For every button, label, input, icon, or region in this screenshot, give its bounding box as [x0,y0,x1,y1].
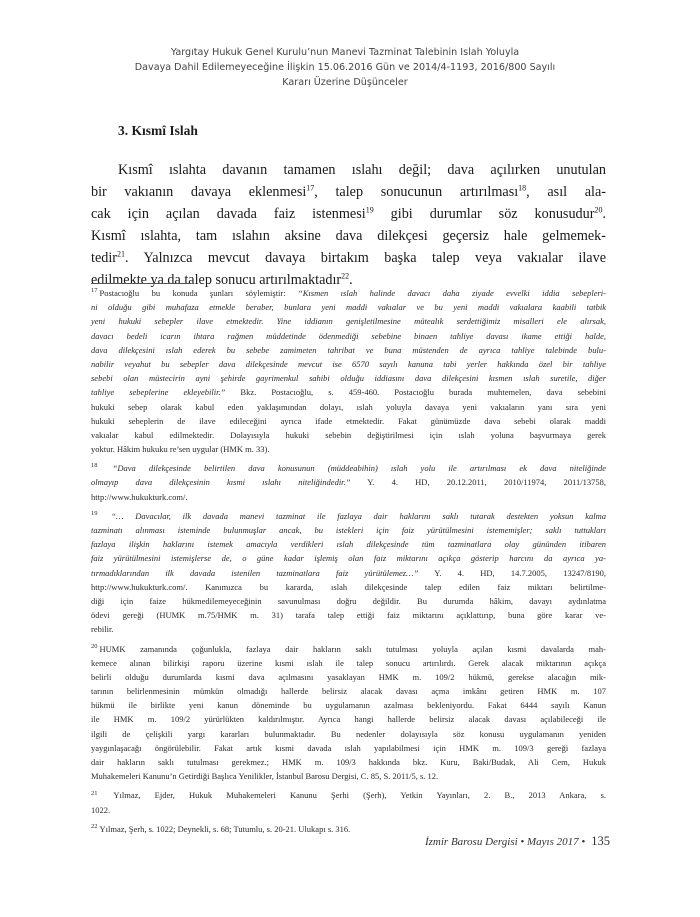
footnote-line: nabilir veyahut bu sebepler dava dilekçesinde mevcut ise 6570 sayılı kanuna tabi yerler hakkında özel bir tahliye [91,358,606,369]
footnote-ref[interactable]: 22 [341,271,350,281]
footnote-line [91,509,606,523]
body-line [91,225,606,247]
footnote-line: tazminatı alınması isteminde bulunmuşlar ancak, bu istekleri için faiz yürütülmesini istememişler; saklı tuttukları [91,525,606,535]
body-line [91,247,606,269]
footnote-number: 21 [91,789,98,797]
footnote-line: ni olduğu gibi muhafaza etmekle beraber, bunlara yeni maddi vakıalar ve bu yeni maddi vakıalara kaabili tatbik [91,302,606,313]
footnote-line [91,475,606,489]
footnote-number: 20 [91,642,98,650]
text-run: . [349,272,353,288]
footnote-number: 19 [91,509,98,517]
footnote-line: belirli olduğu durumlarda kısmi dava açılmasını yasaklayan HMK m. 109/2 hükmü, gerekse alacağın mik- [91,671,606,682]
footnote-line: yoktur. Hâkim hukuku re’sen uygular (HMK m. 33). [91,444,270,455]
footnote-line: faiz yürütülmesini istemişlerse de, o güne kadar işlemiş olan faiz miktarını açıkça gösterip harcını da ayrıca ya- [91,553,606,564]
body-paragraph [91,159,606,291]
footnote-line: tarının belirlenmesinin mümkün olmadığı hallerde belirsiz alacak davası açma imkânı getiren HMK m. 107 [91,686,606,697]
footnote-21 [91,788,606,816]
footnote-line [91,788,606,802]
quote-run: olmayıp dava dilekçesinin kısmi ıslahı niteliğindedir.” [91,477,351,488]
footnote-ref[interactable]: 18 [518,183,527,193]
footnote-line: http://www.hukukturk.com/. Kanımızca bu kararda, ıslah dilekçesinde talep edilen faiz miktarı belirtilme- [91,581,606,592]
text-run: , talep sonucunun artırılması [314,184,519,200]
footnote-ref[interactable]: 19 [365,205,374,215]
text-run: Yılmaz, Ejder, Hukuk Muhakemeleri Kanunu Şerhi (Şerh), Yetkin Yayınları, 2. B., 2013 Ankara, s. [113,790,606,801]
footnote-line: kemece alınan bilirkişi raporu üzerine kısmi ıslah ile talep sonucu artırılırdı. Gerek alacak miktarının açıkça [91,657,606,668]
text-run: Bkz. Postacıoğlu, s. 459-460. Postacıoğlu burada muhtemelen, dava sebebini [225,387,606,398]
footnote-17 [91,286,606,456]
body-line [91,181,606,203]
text-run: Y. 4. HD, 20.12.2011, 2010/11974, 2011/13758, [350,477,606,488]
footnote-number: 18 [91,462,98,470]
text-run: gibi durumlar söz konusudur [373,206,595,222]
footnote-line: hükmü ile birlikte yeni kanun döneminde bu uygulamanın azalması bekleniyordu. Fakat 6444 sayılı Kanun [91,700,606,711]
footnote-18 [91,461,606,504]
footnote-line: vakıalar kabul edilmektedir. Dolayısıyla hukuki sebebin değiştirilmesi için ıslah yoluna başvurmaya gerek [91,429,606,440]
section-title: 3. Kısmî Islah [118,123,198,138]
running-head [90,45,600,90]
footnote-line: yeni hukuki sebepler ilave etmektedir. Yine iddianın genişletilmesine mütealık serdettiğimiz misalleri ele alırsak, [91,316,606,327]
text-run: Y. 4. HD, 14.7.2005, 13247/8190, [418,567,607,578]
footnote-20 [91,642,606,784]
footnote-ref[interactable]: 21 [117,249,125,259]
footnote-line: rebilir. [91,624,114,635]
quote-run: “Dava dilekçesinde belirtilen dava konusunun (müddeabihin) ıslah yolu ile artırılması ek dava niteliğinde [112,463,606,474]
text-run: bir vakıanın davaya eklenmesi [91,184,307,200]
footnote-ref[interactable]: 20 [594,205,603,215]
footnote-line: diği için faize hükmedilemeyeceğinin savunulması doğru değildir. Bu durumda hâkim, davayı aydınlatma [91,595,606,606]
text-run: , asıl ala- [526,184,606,200]
footnote-line: ile HMK m. 109/2 yürürlükten kaldırılmıştır. Ayrıca hangi hallerde belirsiz alacak davası açılabileceği ile [91,714,606,725]
footnote-line [91,286,606,300]
text-run: Kısmî ıslahta, tam ıslahın aksine dava dilekçesi geçersiz hale gelmemek- [91,228,606,244]
footnote-line [91,461,606,475]
running-head-line: Kararı Üzerine Düşünceler [282,77,408,88]
quote-run: “… Davacılar, ilk davada manevi tazminat ile fazlaya dair haklarını saklı tutarak destekten yoksun kalma [111,510,606,521]
text-run: edilmekte ya da talep sonucu artırılmaktadır [91,272,342,288]
footnote-line: http://www.hukukturk.com/. [91,491,188,502]
journal-name: İzmir Barosu Dergisi • Mayıs 2017 • [424,836,586,848]
footnote-number: 22 [91,822,98,830]
footnote-line [91,385,606,399]
text-run: Postacıoğlu bu konuda şunları söylemiştir: [99,288,299,298]
quote-run: tırmadıklarından ilk davada istenilen tazminatlara faiz yürütülemez…” [91,567,419,578]
footnote-line: yaygınlaşacağı öngörülebilir. Fakat artık kısmi davada ıslah yapılabilmesi için HMK m. 109/3 gereği fazlaya [91,742,606,753]
footnote-line: sebebi olan müstecirin ayni şehirde gayrimenkul sahibi olduğu iddiasını dava dilekçesini kısmen ıslah suretile, diğer [91,373,606,384]
body-line [91,159,606,181]
text-run: . [602,206,607,222]
running-head-line: Yargıtay Hukuk Genel Kurulu’nun Manevi Tazminat Talebinin Islah Yoluyla [170,47,520,58]
footnote-divider [91,283,191,284]
text-run: cak için açılan davada faiz istenmesi [91,206,366,222]
page-footer [220,834,610,849]
footnote-line [91,642,606,656]
footnote-line: ilgili de çelişkili yargı kararları bulunmaktadır. Bu nedenler dolayısıyla söz konusu uygulamanın yeniden [91,728,606,739]
text-run: Yılmaz, Şerh, s. 1022; Deynekli, s. 68; Tutumlu, s. 20-21. Ulukapı s. 316. [99,823,351,834]
running-head-line: Davaya Dahil Edilemeyeceğine İlişkin 15.06.2016 Gün ve 2014/4-1193, 2016/800 Sayılı [134,62,556,73]
text-run: tedir [91,250,117,266]
quote-run: “Kısmen ıslah halinde davacı daha ziyade evvelki iddia sebepleri- [298,288,606,298]
text-run: Kısmî ıslahta davanın tamamen ıslahı değil; dava açılırken unutulan [118,162,606,178]
footnote-number: 17 [91,287,98,295]
footnote-line: dava dilekçesini ıslah ederek bu sebebe zamimeten tahribat ve buna müstenden de ayrıca tahliye talebinde bulu- [91,344,606,355]
text-run: HUMK zamanında çoğunlukla, fazlaya dair hakların saklı tutulması yoluyla açılan kısmi davalarda mah- [99,643,606,654]
body-line [91,203,606,225]
footnote-line: hukuki sebep olarak kabul eden yaklaşımından dolayı, ıslah yoluyla davaya yeni vakıaların yanı sıra yeni [91,401,606,412]
footnote-line: fazlaya ilişkin haklarını istemek amacıyla verdikleri ıslah dilekçesinde tüm tazminatlara olay gününden itibaren [91,539,606,550]
footnote-line: 1022. [91,804,111,815]
footnote-line: davacı bedeli icarın ihtara rağmen müddetinde ödenmediği sebebine binaen tahliye davası ikame ettiği halde, [91,330,606,341]
footnote-line [91,566,606,580]
footnotes [91,286,606,841]
footnote-ref[interactable]: 17 [306,183,315,193]
footnote-line: hukuki sebeplerin de ilave edileceğini ayrıca ifade etmektedir. Fakat günümüzde dava sebebi olarak maddi [91,415,606,426]
footnote-line: ödevi gereği (HUMK m.75/HMK m. 31) tarafa talep ettiği faiz miktarını açıklattırıp, buna göre karar ve- [91,610,606,621]
footnote-line: dair hakların saklı tutulması gerekmez.; HMK m. 109/3 hakkında bkz. Kuru, Baki/Budak, Ali Cem, Hukuk [91,757,606,767]
text-run: . Yalnızca mevcut davaya birtakım başka talep veya vakıalar ilave [125,250,606,266]
page-number: 135 [591,834,610,848]
quote-run: tahliye sebeplerine ekleyebilir.” [91,387,226,398]
footnote-line: Muhakemeleri Kanunu’n Getirdiği Başlıca Yenilikler, İstanbul Barosu Dergisi, C. 85, S. 2011/5, s. 12. [91,771,439,782]
footnote-19 [91,509,606,637]
